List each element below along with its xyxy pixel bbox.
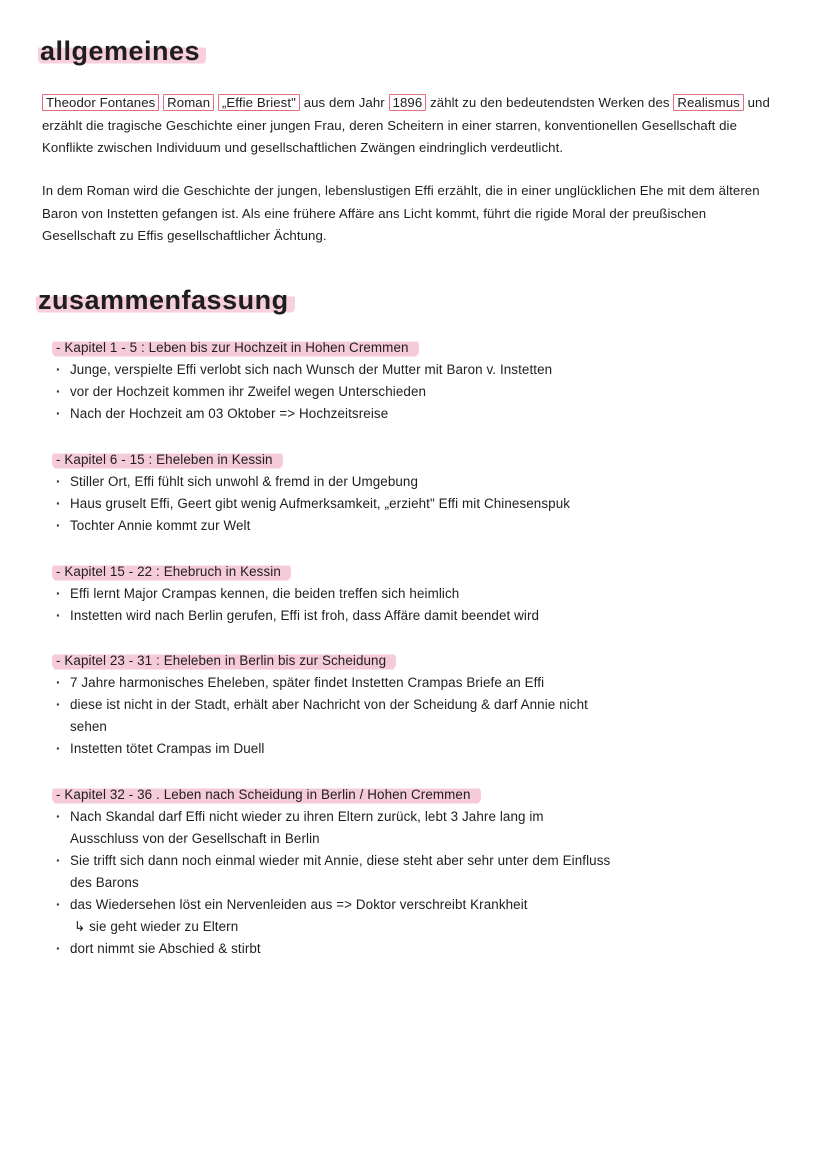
bullet-item: · Tochter Annie kommt zur Welt	[54, 515, 794, 537]
intro-paragraph-2: In dem Roman wird die Geschichte der jungen, lebenslustigen Effi erzählt, die in einer unglücklichen Ehe mit dem älteren Baron von Instetten gefangen ist. Als eine frühere Affäre ans Licht kommt, führt die rigide Moral der preußischen Gesellschaft zu Effis gesellschaftlicher Ächtung.	[42, 183, 760, 243]
chapter-bullets	[54, 583, 794, 627]
chapter-title: - Kapitel 6 - 15 : Eheleben in Kessin	[52, 449, 283, 471]
epoch-box: Realismus	[673, 94, 743, 111]
bullet-item: · Nach Skandal darf Effi nicht wieder zu ihren Eltern zurück, lebt 3 Jahre lang im Ausschluss von der Gesellschaft in Berlin	[54, 806, 590, 850]
bullet-item: · Sie trifft sich dann noch einmal wieder mit Annie, diese steht aber sehr unter dem Einfluss des Barons	[54, 850, 630, 894]
bullet-item: · Nach der Hochzeit am 03 Oktober => Hochzeitsreise	[54, 403, 794, 425]
bullet-item: · Instetten tötet Crampas im Duell	[54, 738, 794, 760]
bullet-item: · das Wiedersehen löst ein Nervenleiden aus => Doktor verschreibt Krankheit	[54, 894, 794, 916]
intro-text-c: und erzählt die tragische Geschichte einer jungen Frau, deren Scheitern in einer starren, konventionellen Gesellschaft die Konflikte zwischen Individuum und gesellschaftlichen Zwängen eindringlich verdeutlicht.	[42, 95, 770, 155]
chapter-bullets	[54, 359, 794, 425]
title-box: „Effie Briest"	[218, 94, 300, 111]
chapter-title: - Kapitel 15 - 22 : Ehebruch in Kessin	[52, 561, 291, 583]
chapter-section	[54, 784, 794, 960]
chapter-section	[54, 337, 794, 425]
heading-highlight: allgemeines	[38, 36, 206, 66]
chapter-bullets	[54, 471, 794, 537]
chapter-title: - Kapitel 23 - 31 : Eheleben in Berlin bis zur Scheidung	[52, 650, 396, 672]
bullet-item: · Haus gruselt Effi, Geert gibt wenig Aufmerksamkeit, „erzieht" Effi mit Chinesenspuk	[54, 493, 794, 515]
chapter-section	[54, 650, 794, 760]
chapter-title: - Kapitel 32 - 36 . Leben nach Scheidung in Berlin / Hohen Cremmen	[52, 784, 481, 806]
bullet-item: · diese ist nicht in der Stadt, erhält aber Nachricht von der Scheidung & darf Annie nicht sehen	[54, 694, 590, 738]
author-box: Theodor Fontanes	[42, 94, 159, 111]
bullet-item: · Instetten wird nach Berlin gerufen, Effi ist froh, dass Affäre damit beendet wird	[54, 605, 794, 627]
chapter-bullets	[54, 672, 794, 760]
chapter-title: - Kapitel 1 - 5 : Leben bis zur Hochzeit in Hohen Cremmen	[52, 337, 419, 359]
heading-zusammenfassung	[36, 287, 295, 314]
heading-allgemeines	[38, 38, 206, 65]
year-box: 1896	[389, 94, 427, 111]
chapter-bullets	[54, 806, 794, 960]
chapter-section	[54, 561, 794, 627]
bullet-item: · Stiller Ort, Effi fühlt sich unwohl & fremd in der Umgebung	[54, 471, 794, 493]
intro-text-b: zählt zu den bedeutendsten Werken des	[430, 95, 670, 110]
intro-paragraph-1	[42, 92, 777, 160]
bullet-item: · Effi lernt Major Crampas kennen, die beiden treffen sich heimlich	[54, 583, 794, 605]
heading-highlight: zusammenfassung	[36, 285, 295, 315]
bullet-item: · vor der Hochzeit kommen ihr Zweifel wegen Unterschieden	[54, 381, 794, 403]
chapter-section	[54, 449, 794, 537]
bullet-item: · 7 Jahre harmonisches Eheleben, später findet Instetten Crampas Briefe an Effi	[54, 672, 794, 694]
sub-note: ↳ sie geht wieder zu Eltern	[74, 919, 239, 934]
intro-text-a: aus dem Jahr	[303, 95, 385, 110]
genre-box: Roman	[163, 94, 214, 111]
bullet-item: · dort nimmt sie Abschied & stirbt	[54, 938, 794, 960]
bullet-item: · Junge, verspielte Effi verlobt sich nach Wunsch der Mutter mit Baron v. Instetten	[54, 359, 794, 381]
